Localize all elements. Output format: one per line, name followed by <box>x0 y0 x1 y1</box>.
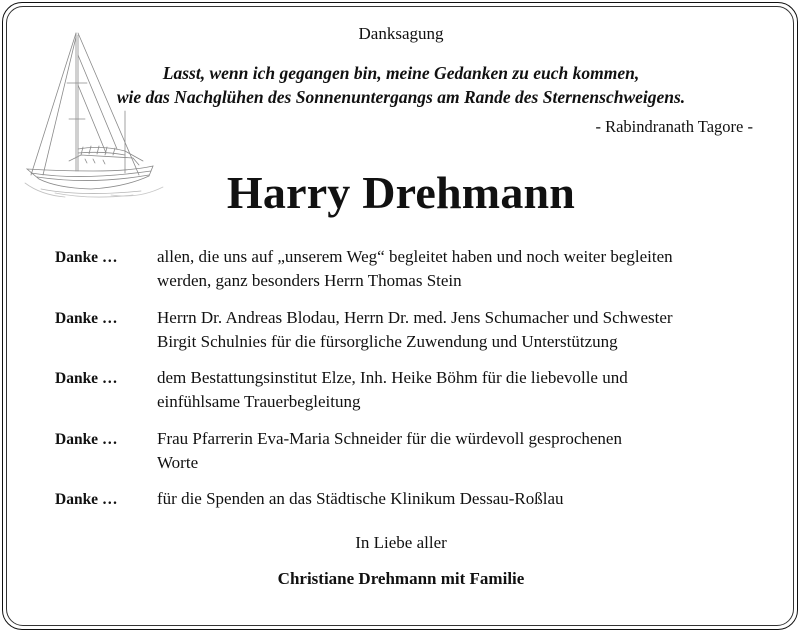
obituary-card <box>2 2 798 630</box>
thanks-text <box>157 245 787 293</box>
thanks-label: Danke … <box>55 491 118 508</box>
thanks-item <box>3 245 798 306</box>
thanks-item <box>3 306 798 367</box>
thanks-list <box>3 245 798 548</box>
quote-line: Lasst, wenn ich gegangen bin, meine Gedanken zu euch kommen, <box>162 63 640 83</box>
thanks-text-line: allen, die uns auf „unserem Weg“ begleitet haben und noch weiter begleiten <box>157 247 673 266</box>
thanks-text-line: Frau Pfarrerin Eva-Maria Schneider für die würdevoll gesprochenen <box>157 428 622 448</box>
thanks-text <box>157 366 787 414</box>
thanks-text <box>157 306 787 354</box>
thanks-item <box>3 366 798 427</box>
thanks-text-line: Birgit Schulnies für die fürsorgliche Zuwendung und Unterstützung <box>157 331 618 351</box>
thanks-item <box>3 427 798 488</box>
deceased-name: Harry Drehmann <box>226 167 576 218</box>
thanks-text-line: für die Spenden an das Städtische Klinikum Dessau-Roßlau <box>157 489 564 508</box>
thanks-text-line: dem Bestattungsinstitut Elze, Inh. Heike Böhm für die liebevolle und <box>157 368 628 387</box>
quote-attribution: - Rabindranath Tagore - <box>595 117 753 136</box>
header-title: Danksagung <box>358 24 444 43</box>
thanks-text <box>157 487 787 511</box>
thanks-text-line: Herrn Dr. Andreas Blodau, Herrn Dr. med. Jens Schumacher und Schwester <box>157 307 673 327</box>
signature: Christiane Drehmann mit Familie <box>277 569 525 588</box>
quote-line: wie das Nachglühen des Sonnenuntergangs am Rande des Sternenschweigens. <box>116 87 686 107</box>
thanks-text-line: einfühlsame Trauerbegleitung <box>157 392 361 411</box>
thanks-label: Danke … <box>55 249 118 266</box>
thanks-label: Danke … <box>55 309 118 327</box>
thanks-label: Danke … <box>55 370 118 387</box>
closing-text: In Liebe aller <box>355 533 447 552</box>
thanks-text-line: werden, ganz besonders Herrn Thomas Stein <box>157 271 462 290</box>
thanks-text-line: Worte <box>157 452 199 472</box>
thanks-label: Danke … <box>55 430 118 448</box>
thanks-text <box>157 427 787 475</box>
